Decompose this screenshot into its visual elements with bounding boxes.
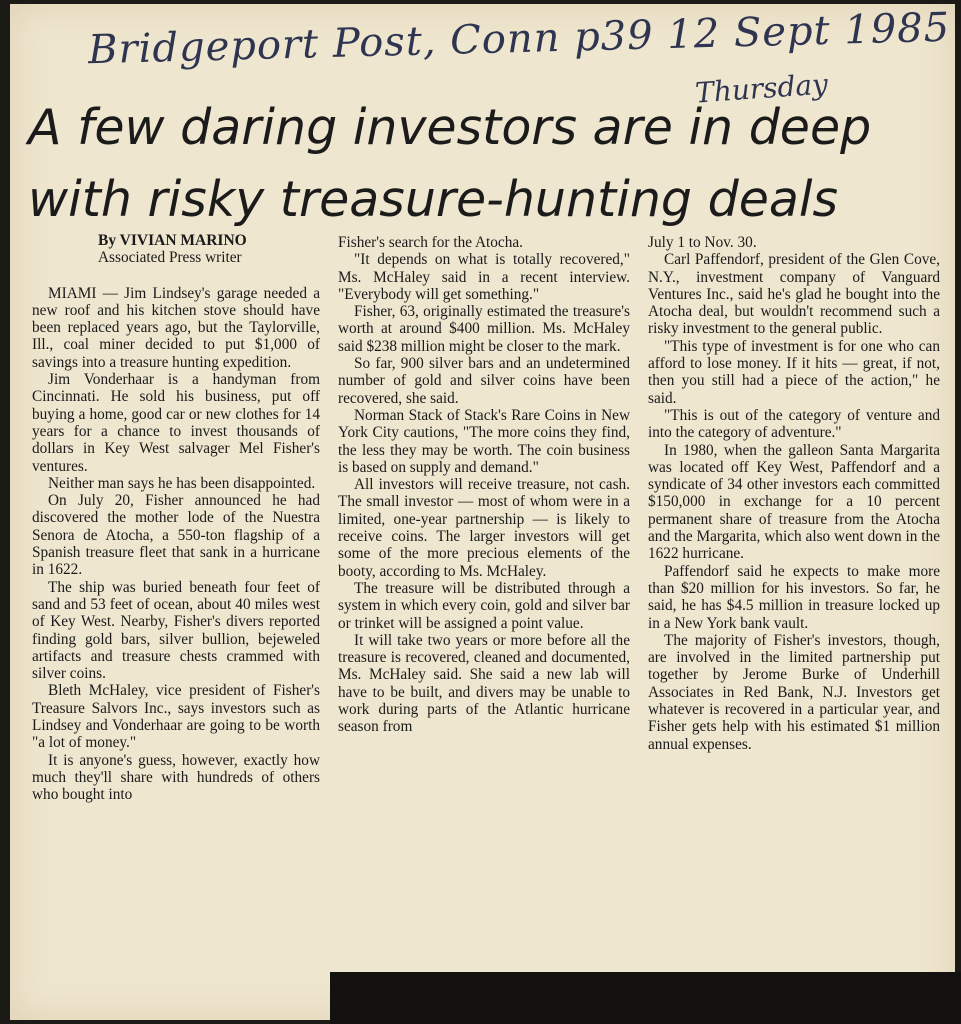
paragraph: Norman Stack of Stack's Rare Coins in New York City cautions, "The more coins they find, the less they may be worth. The coin business is based on supply and demand." xyxy=(338,406,630,476)
paragraph: July 1 to Nov. 30. xyxy=(648,234,757,251)
background-surface xyxy=(330,972,961,1024)
paragraph: On July 20, Fisher announced he had discovered the mother lode of the Nuestra Senora de Atocha, a 550-ton flagship of a Spanish treasure fleet that sank in a hurricane in 1622. xyxy=(32,492,320,579)
paragraph: Paffendorf said he expects to make more than $20 million for his investors. So far, he said, he has $4.5 million in treasure locked up in a New York bank vault. xyxy=(648,562,940,632)
paragraph: Fisher's search for the Atocha. xyxy=(338,234,523,251)
paragraph: Neither man says he has been disappointed. xyxy=(48,474,316,492)
handwritten-source-note: Bridgeport Post, Conn p39 12 Sept 1985 xyxy=(87,4,951,74)
paragraph: The ship was buried beneath four feet of sand and 53 feet of ocean, about 40 miles west of Key West. Nearby, Fisher's divers reported finding gold bars, silver bullion, bejeweled artifacts and treasure chests crammed with silver coins. xyxy=(32,578,320,683)
headline: A few daring investors are in deep with risky treasure-hunting deals xyxy=(28,99,872,228)
paragraph: Bleth McHaley, vice president of Fisher's Treasure Salvors Inc., says investors such as Lindsey and Vonderhaar are going to be worth "a lot of money." xyxy=(32,682,320,752)
byline-author: By VIVIAN MARINO xyxy=(98,232,247,249)
paragraph: "This type of investment is for one who can afford to lose money. If it hits — great, if not, then you still had a piece of the action," he said. xyxy=(648,337,940,407)
paragraph: The treasure will be distributed through a system in which every coin, gold and silver bar or trinket will be assigned a point value. xyxy=(338,579,630,632)
article-column-3 xyxy=(648,234,940,753)
paragraph: "This is out of the category of venture and into the category of adventure." xyxy=(648,406,940,442)
paragraph: "It depends on what is totally recovered," Ms. McHaley said in a recent interview. "Everybody will get something." xyxy=(338,251,630,303)
paragraph: The majority of Fisher's investors, though, are involved in the limited partnership put together by Jerome Burke of Underhill Associates in Red Bank, N.J. Investors get whatever is recovered in a particular year, and Fisher gets help with his estimated $1 million annual expenses. xyxy=(648,631,940,753)
paragraph: Jim Vonderhaar is a handyman from Cincinnati. He sold his business, put off buying a home, good car or new clothes for 14 years for a chance to invest thousands of dollars in Key West salvager Mel Fisher's ventures. xyxy=(32,371,320,475)
paragraph: It is anyone's guess, however, exactly how much they'll share with hundreds of others who bought into xyxy=(32,751,320,804)
paragraph: It will take two years or more before all the treasure is recovered, cleaned and documented, Ms. McHaley said. She said a new lab will have to be built, and divers may be unable to work during parts of the Atlantic hurricane season from xyxy=(338,631,630,736)
article-column-2 xyxy=(338,234,630,736)
byline-role: Associated Press writer xyxy=(98,249,242,267)
paragraph: So far, 900 silver bars and an undetermined number of gold and silver coins have been recovered, she said. xyxy=(338,355,630,407)
article-column-1 xyxy=(32,232,320,804)
paragraph: All investors will receive treasure, not cash. The small investor — most of whom were in a limited, one-year partnership — is likely to receive coins. The larger investors will get some of the more precious elements of the booty, according to Ms. McHaley. xyxy=(338,476,630,580)
paragraph: MIAMI — Jim Lindsey's garage needed a new roof and his kitchen stove should have been replaced years ago, but the Taylorville, Ill., coal miner decided to put $1,000 of savings into a treasure hunting expedition. xyxy=(32,284,320,371)
paragraph: Carl Paffendorf, president of the Glen Cove, N.Y., investment company of Vanguard Ventures Inc., said he's glad he bought into the Atocha deal, but wouldn't recommend such a risky investment to the general public. xyxy=(648,251,940,338)
paragraph: Fisher, 63, originally estimated the treasure's worth at around $400 million. Ms. McHaley said $238 million might be closer to the mark. xyxy=(338,303,630,355)
handwritten-day-note: Thursday xyxy=(694,67,829,110)
paragraph: In 1980, when the galleon Santa Margarita was located off Key West, Paffendorf and a syndicate of 34 other investors each committed $150,000 in exchange for a 10 percent permanent share of treasure from the Atocha and the Margarita, which also went down in the 1622 hurricane. xyxy=(648,441,940,563)
